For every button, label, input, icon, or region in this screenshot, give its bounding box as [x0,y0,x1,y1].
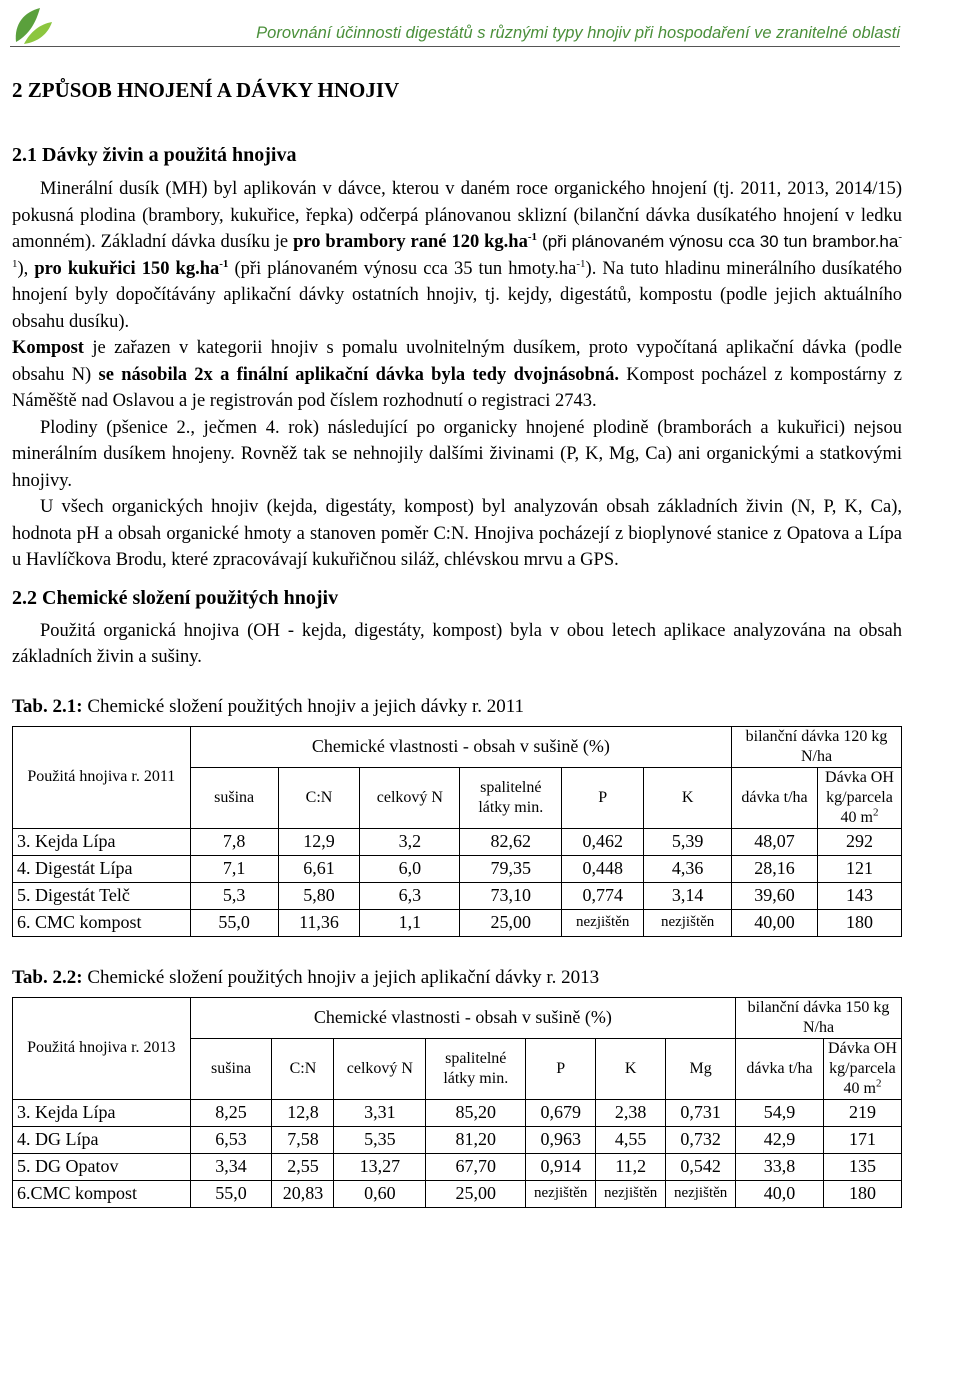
chapter-heading: 2 ZPŮSOB HNOJENÍ A DÁVKY HNOJIV [12,78,400,102]
table-cell: 6,61 [278,855,360,882]
p1-text-d: ), [17,258,35,279]
table-cell: 135 [823,1153,901,1180]
table-cell: 180 [817,909,901,936]
section-heading-2-2: 2.2 Chemické složení použitých hnojiv [12,586,339,609]
document-title: Porovnání účinnosti digestátů s různými typy hnojiv při hospodaření ve zranitelné oblasti [256,24,900,42]
table-row [13,882,902,909]
p2-text-d: Kompost pocházel z kompostárny z Náměště nad Oslavou a je registrován pod číslem rozhodnutí o registraci 2743. [12,364,902,411]
table2-col-header: spalitelné látky min. [426,1038,526,1099]
table2-oh-sup: 2 [875,1077,882,1090]
table1-corner-header: Použitá hnojiva r. 2011 [13,726,191,828]
table-cell: 25,00 [426,1180,526,1207]
table-cell: 28,16 [732,855,818,882]
p1-text-a: Minerální dusík (MH) byl aplikován v dávce, kterou v daném roce organického hnojení (tj. 2011, 2013, 2014/15) pokusná plodina (brambory, kukuřice, řepka) odčerpá plánovanou sklizní (bilanční dávka dusíkatého hnojení v ledku amonném). Základní dávka dusíku je [12,179,902,252]
table-cell: nezjištěn [644,909,732,936]
table-cell: 171 [823,1126,901,1153]
table-cell: 0,774 [562,882,644,909]
table-cell: 42,9 [736,1126,824,1153]
table1-caption-text: Chemické složení použitých hnojiv a jejich dávky r. 2011 [82,695,525,717]
table2-oh-label: Dávka OH kg/parcela 40 m [828,1039,897,1097]
table-cell: 0,60 [334,1180,426,1207]
table2-col-header: sušina [190,1038,272,1099]
table1-caption [12,696,902,718]
table-row [13,1180,902,1207]
table-cell: 143 [817,882,901,909]
table-cell: 12,9 [278,828,360,855]
table2-col-header: Mg [666,1038,736,1099]
table-cell: 4,36 [644,855,732,882]
table2-caption [12,967,902,989]
table-cell: 20,83 [272,1180,334,1207]
table-row [13,909,902,936]
table-cell: 67,70 [426,1153,526,1180]
table-cell: 33,8 [736,1153,824,1180]
table-row [13,828,902,855]
page-content [12,70,902,1208]
table-cell: 7,58 [272,1126,334,1153]
p1-text-f: (při plánovaném výnosu cca 35 tun hmoty.ha [228,258,577,279]
table-cell: 25,00 [460,909,562,936]
leaf-logo-icon [10,2,54,46]
table-cell: 6.CMC kompost [13,1180,191,1207]
table-cell: 54,9 [736,1099,824,1126]
table1-col-header: celkový N [360,767,460,828]
table-cell: 48,07 [732,828,818,855]
table-cell: 8,25 [190,1099,272,1126]
table1-col-header: K [644,767,732,828]
table-cell: nezjištěn [562,909,644,936]
table-cell: 0,731 [666,1099,736,1126]
table2-dose-header: dávka t/ha [736,1038,824,1099]
table-cell: 6,53 [190,1126,272,1153]
table1-col-header: spalitelné látky min. [460,767,562,828]
table1-balance-header: bilanční dávka 120 kg N/ha [732,726,902,767]
table-cell: 1,1 [360,909,460,936]
p1-sup-3: -1 [219,257,229,270]
table-row [13,855,902,882]
table-cell: 0,542 [666,1153,736,1180]
table1-col-header: sušina [190,767,278,828]
table-cell: 7,1 [190,855,278,882]
paragraph-mineral-nitrogen [12,176,902,335]
table1-col-header: P [562,767,644,828]
table-cell: 0,448 [562,855,644,882]
header-divider [10,46,900,47]
table2-balance-header: bilanční dávka 150 kg N/ha [736,997,902,1038]
table2-caption-text: Chemické složení použitých hnojiv a jejich aplikační dávky r. 2013 [82,966,600,988]
table-cell: 5. DG Opatov [13,1153,191,1180]
table-cell: 6,3 [360,882,460,909]
table-cell: 11,36 [278,909,360,936]
table-cell: 3,34 [190,1153,272,1180]
table-cell: nezjištěn [596,1180,666,1207]
paragraph-analysis: U všech organických hnojiv (kejda, digestáty, kompost) byl analyzován obsah základních živin (N, P, K, Ca), hodnota pH a obsah organické hmoty a stanoven poměr C:N. Hnojiva pocházejí z bioplynové stanice z Opatova a Lípa u Havlíčkova Brodu, které zpracovávají kukuřičnou siláž, chlévskou mrvu a GPS. [12,497,902,570]
table-cell: 6,0 [360,855,460,882]
table-cell: 39,60 [732,882,818,909]
table-cell: 0,462 [562,828,644,855]
p1-sup-4: -1 [576,257,586,270]
table-cell: nezjištěn [526,1180,596,1207]
paragraph-compost [12,335,902,415]
table2-col-header: K [596,1038,666,1099]
table-cell: 7,8 [190,828,278,855]
table2-oh-header [823,1038,901,1099]
table2-col-header: P [526,1038,596,1099]
table-row [13,1099,902,1126]
table1-oh-header [817,767,901,828]
table-cell: 121 [817,855,901,882]
table-cell: 73,10 [460,882,562,909]
table-cell: 79,35 [460,855,562,882]
p1-sup-2: -1 [12,230,903,270]
table2-col-header: celkový N [334,1038,426,1099]
p2-compost-bold: Kompost [12,338,84,358]
table-cell: 82,62 [460,828,562,855]
table-cell: 5,35 [334,1126,426,1153]
p1-maize-dose: pro kukuřici 150 kg.ha [34,258,220,279]
table-cell: 11,2 [596,1153,666,1180]
section-heading-2-1: 2.1 Dávky živin a použitá hnojiva [12,144,297,166]
table-cell: 5,3 [190,882,278,909]
table-cell: 180 [823,1180,901,1207]
table-row [13,1126,902,1153]
table-cell: 3. Kejda Lípa [13,828,191,855]
table1-oh-sup: 2 [872,806,879,819]
table-row [13,1153,902,1180]
table2-col-header: C:N [272,1038,334,1099]
table-cell: 40,00 [732,909,818,936]
table-cell: 13,27 [334,1153,426,1180]
table-cell: 5. Digestát Telč [13,882,191,909]
table-cell: 3,31 [334,1099,426,1126]
table-cell: 4. DG Lípa [13,1126,191,1153]
table-cell: 0,679 [526,1099,596,1126]
table-cell: 3,14 [644,882,732,909]
table-cell: 12,8 [272,1099,334,1126]
table1-col-header: C:N [278,767,360,828]
table-cell: 85,20 [426,1099,526,1126]
p1-potatoes-dose: pro brambory rané 120 kg.ha [293,232,528,252]
table-cell: 219 [823,1099,901,1126]
paragraph-composition: Použitá organická hnojiva (OH - kejda, digestáty, kompost) byla v obou letech aplikace analyzována na obsah základních živin a sušiny. [12,620,902,667]
table-cell: 4,55 [596,1126,666,1153]
table1-dose-header: dávka t/ha [732,767,818,828]
table-cell: 2,38 [596,1099,666,1126]
table-cell: 4. Digestát Lípa [13,855,191,882]
table-cell: 0,914 [526,1153,596,1180]
table-cell: 0,732 [666,1126,736,1153]
page-header [0,0,960,48]
table-cell: 55,0 [190,1180,272,1207]
table-2011 [12,726,902,937]
table-cell: 3. Kejda Lípa [13,1099,191,1126]
p2-doubled-bold: se násobila 2x a finální aplikační dávka byla tedy dvojnásobná. [98,364,619,385]
table-cell: 292 [817,828,901,855]
table-cell: 5,39 [644,828,732,855]
table-2013 [12,997,902,1208]
table-cell: 55,0 [190,909,278,936]
table-cell: 0,963 [526,1126,596,1153]
table1-group-header: Chemické vlastnosti - obsah v sušině (%) [190,726,731,767]
table-cell: nezjištěn [666,1180,736,1207]
p2-text-b: je zařazen v kategorii hnojiv s pomalu uvolnitelným dusíkem, proto vypočítaná aplikační dávka (podle obsahu N) [12,338,902,385]
table-cell: 6. CMC kompost [13,909,191,936]
paragraph-crops: Plodiny (pšenice 2., ječmen 4. rok) následující po organicky hnojené plodině (bramborách a kukuřici) nejsou minerálním dusíkem hnojeny. Rovněž tak se nehnojily dalšími živinami (P, K, Mg, Ca) ani organickými a statkovými hnojivy. [12,417,902,491]
table2-corner-header: Použitá hnojiva r. 2013 [13,997,191,1099]
table-cell: 5,80 [278,882,360,909]
table1-oh-label: Dávka OH kg/parcela 40 m [825,768,894,826]
table-cell: 3,2 [360,828,460,855]
table2-caption-label: Tab. 2.2: [12,966,83,988]
table-cell: 40,0 [736,1180,824,1207]
p1-text-c: (při plánovaném výnosu cca 30 tun brambor.ha [537,232,899,251]
p1-text-g: ). Na tuto hladinu minerálního dusíkatého hnojení byly dopočítávány aplikační dávky ostatních hnojiv, tj. kejdy, digestátů, kompostu (podle jejich aktuálního obsahu dusíku). [12,258,903,332]
table2-group-header: Chemické vlastnosti - obsah v sušině (%) [190,997,736,1038]
table-cell: 81,20 [426,1126,526,1153]
table1-caption-label: Tab. 2.1: [12,695,83,717]
p1-sup-1: -1 [527,230,538,243]
table-cell: 2,55 [272,1153,334,1180]
